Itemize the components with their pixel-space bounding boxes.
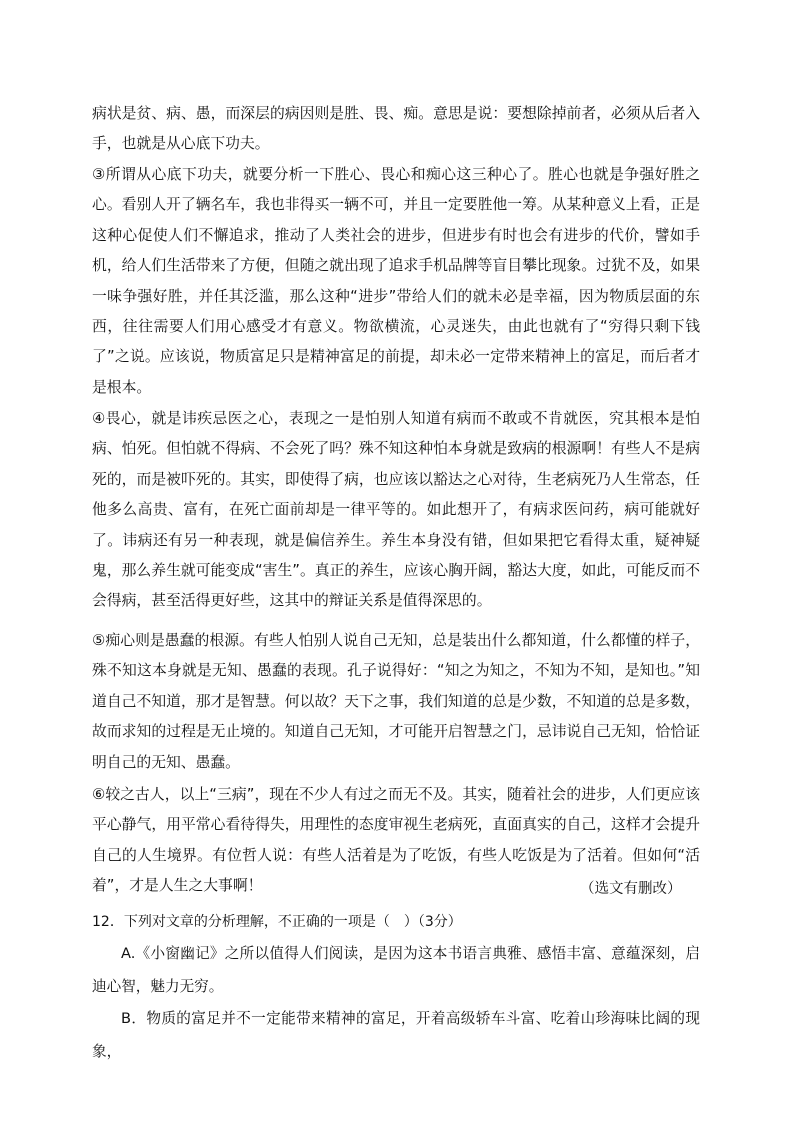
option-b: B．物质的富足并不一定能带来精神的富足，开着高级轿车斗富、吃着山珍海味比阔的现象， — [92, 1010, 700, 1060]
paragraph-6-conclusion: ⑥较之古人，以上“三病”，现在不少人有过之而无不及。其实，随着社会的进步，人们更应该平心静气，用平常心看待得失，用理性的态度审视生老病死，直面真实的自己，这样才会提升自己的人生境界。有位哲人说：有些人活着是为了吃饭，有些人吃饭是为了活着。但如何“活着”，才是人生之大事啊！ — [92, 786, 700, 895]
source-note: （选文有删改） — [580, 881, 682, 897]
option-a: A.《小窗幽记》之所以值得人们阅读，是因为这本书语言典雅、感悟丰富、意蕴深刻，启迪心智，魅力无穷。 — [92, 945, 700, 995]
paragraph-4-fear-mind: ④畏心，就是讳疾忌医之心，表现之一是怕别人知道有病而不敢或不肯就医，究其根本是怕病、怕死。但怕就不得病、不会死了吗？殊不知这种怕本身就是致病的根源啊！有些人不是病死的，而是被吓死的。其实，即使得了病，也应该以豁达之心对待，生老病死乃人生常态，任他多么高贵、富有，在死亡面前却是一律平等的。如此想开了，有病求医问药，病可能就好了。讳病还有另一种表现，就是偏信养生。养生本身没有错，但如果把它看得太重，疑神疑鬼，那么养生就可能变成“害生”。真正的养生，应该心胸开阔，豁达大度，如此，可能反而不会得病，甚至活得更好些，这其中的辩证关系是值得深思的。 — [92, 410, 700, 610]
question-12-stem: 12．下列对文章的分析理解，不正确的一项是（ ）（3分） — [92, 914, 462, 930]
paragraph-5-foolish-mind: ⑤痴心则是愚蠢的根源。有些人怕别人说自己无知，总是装出什么都知道，什么都懂的样子，殊不知这本身就是无知、愚蠢的表现。孔子说得好：“知之为知之，不知为不知，是知也。”知道自己不知道，那才是智慧。何以故？天下之事，我们知道的总是少数，不知道的总是多数，故而求知的过程是无止境的。知道自己无知，才可能开启智慧之门，忌讳说自己无知，恰恰证明自己的无知、愚蠢。 — [92, 632, 700, 771]
paragraph-intro: 病状是贫、病、愚，而深层的病因则是胜、畏、痴。意思是说：要想除掉前者，必须从后者入手，也就是从心底下功夫。 — [92, 105, 700, 153]
paragraph-3-victory-mind: ③所谓从心底下功夫，就要分析一下胜心、畏心和痴心这三种心了。胜心也就是争强好胜之心。看别人开了辆名车，我也非得买一辆不可，并且一定要胜他一筹。从某种意义上看，正是这种心促使人们不懈追求，推动了人类社会的进步，但进步有时也会有进步的代价，譬如手机，给人们生活带来了方便，但随之就出现了追求手机品牌等盲目攀比现象。过犹不及，如果一味争强好胜，并任其泛滥，那么这种“进步”带给人们的就未必是幸福，因为物质层面的东西，往往需要人们用心感受才有意义。物欲横流，心灵迷失，由此也就有了“穷得只剩下钱了”之说。应该说，物质富足只是精神富足的前提，却未必一定带来精神上的富足，而后者才是根本。 — [92, 166, 700, 396]
